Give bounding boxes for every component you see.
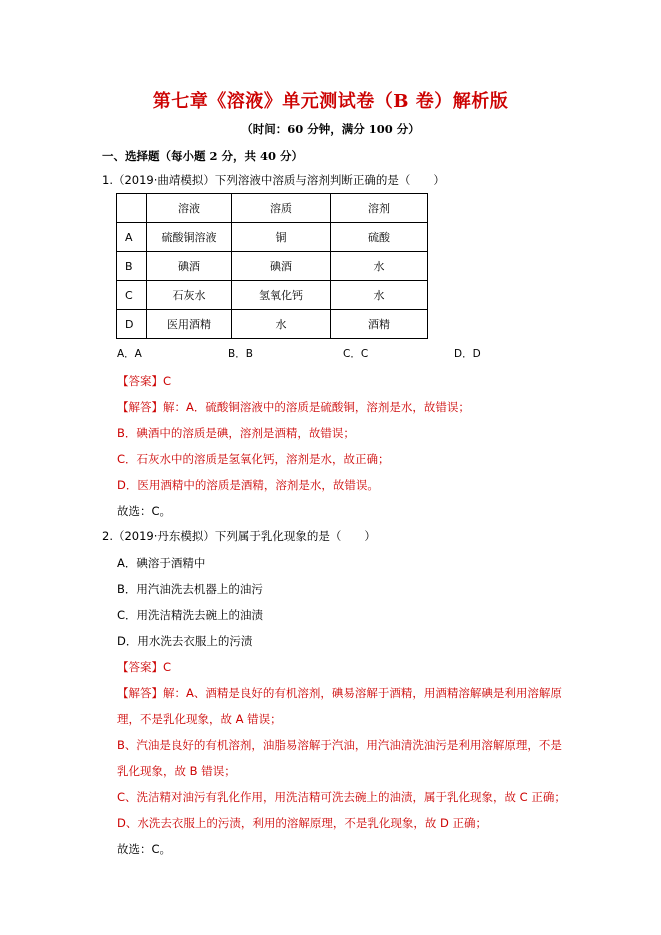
table-header-cell: 溶质 — [232, 194, 331, 223]
question-2-conclusion: 故选：C。 — [117, 842, 172, 856]
table-cell: C — [117, 281, 147, 310]
section-heading: 一、选择题（每小题 2 分，共 40 分） — [102, 149, 304, 163]
question-2-analysis-line: D、水洗去衣服上的污渍，利用的溶解原理，不是乳化现象，故 D 正确； — [117, 816, 488, 830]
table-header-cell: 溶液 — [147, 194, 232, 223]
question-2-analysis-line: B、汽油是良好的有机溶剂，油脂易溶解于汽油，用汽油清洗油污是利用溶解原理，不是 — [117, 738, 562, 752]
question-2-analysis-line: 【解答】解：A、酒精是良好的有机溶剂，碘易溶解于酒精，用酒精溶解碘是利用溶解原 — [117, 686, 562, 700]
table-cell: 水 — [331, 281, 428, 310]
question-2-analysis-line: 理，不是乳化现象，故 A 错误； — [117, 712, 282, 726]
question-1-stem: 1.（2019·曲靖模拟）下列溶液中溶质与溶剂判断正确的是（ ） — [102, 173, 445, 187]
document-title: 第七章《溶液》单元测试卷（B 卷）解析版 — [152, 91, 509, 112]
option-b: B．B — [228, 348, 253, 360]
table-cell: D — [117, 310, 147, 339]
table-cell: 硫酸铜溶液 — [147, 223, 232, 252]
question-2-answer: 【答案】C — [117, 660, 172, 674]
option-a: A．A — [117, 348, 142, 360]
table-row — [117, 310, 428, 339]
question-1-table — [116, 193, 428, 339]
option-b: B．用汽油洗去机器上的油污 — [117, 582, 263, 596]
table-header-cell: 溶剂 — [331, 194, 428, 223]
question-2-analysis-line: 乳化现象，故 B 错误； — [117, 764, 236, 778]
option-a: A．碘溶于酒精中 — [117, 556, 206, 570]
question-1-analysis-line: 【解答】解：A．硫酸铜溶液中的溶质是硫酸铜，溶剂是水，故错误； — [117, 400, 470, 414]
question-2-stem: 2.（2019·丹东模拟）下列属于乳化现象的是（ ） — [102, 529, 376, 543]
table-cell: 氢氧化钙 — [232, 281, 331, 310]
table-cell: 硫酸 — [331, 223, 428, 252]
table-cell: 酒精 — [331, 310, 428, 339]
table-cell: A — [117, 223, 147, 252]
question-1-options — [117, 346, 497, 362]
table-header-cell — [117, 194, 147, 223]
document-subtitle: （时间：60 分钟，满分 100 分） — [241, 122, 420, 136]
table-cell: 碘酒 — [232, 252, 331, 281]
table-cell: 碘酒 — [147, 252, 232, 281]
table-row — [117, 252, 428, 281]
table-header-row — [117, 194, 428, 223]
question-1-analysis-line: C．石灰水中的溶质是氢氧化钙，溶剂是水，故正确； — [117, 452, 390, 466]
question-1-conclusion: 故选：C。 — [117, 504, 172, 518]
table-cell: 铜 — [232, 223, 331, 252]
option-d: D．D — [454, 348, 481, 360]
table-cell: B — [117, 252, 147, 281]
option-c: C．C — [343, 348, 369, 360]
table-cell: 水 — [331, 252, 428, 281]
question-1-analysis-line: D．医用酒精中的溶质是酒精，溶剂是水，故错误。 — [117, 478, 379, 492]
table-cell: 水 — [232, 310, 331, 339]
option-c: C．用洗洁精洗去碗上的油渍 — [117, 608, 264, 622]
table-row — [117, 281, 428, 310]
question-2-analysis-line: C、洗洁精对油污有乳化作用，用洗洁精可洗去碗上的油渍，属于乳化现象，故 C 正确； — [117, 790, 566, 804]
option-d: D．用水洗去衣服上的污渍 — [117, 634, 253, 648]
table-cell: 石灰水 — [147, 281, 232, 310]
table-row — [117, 223, 428, 252]
table-cell: 医用酒精 — [147, 310, 232, 339]
question-1-answer: 【答案】C — [117, 374, 172, 388]
question-1-analysis-line: B．碘酒中的溶质是碘，溶剂是酒精，故错误； — [117, 426, 355, 440]
